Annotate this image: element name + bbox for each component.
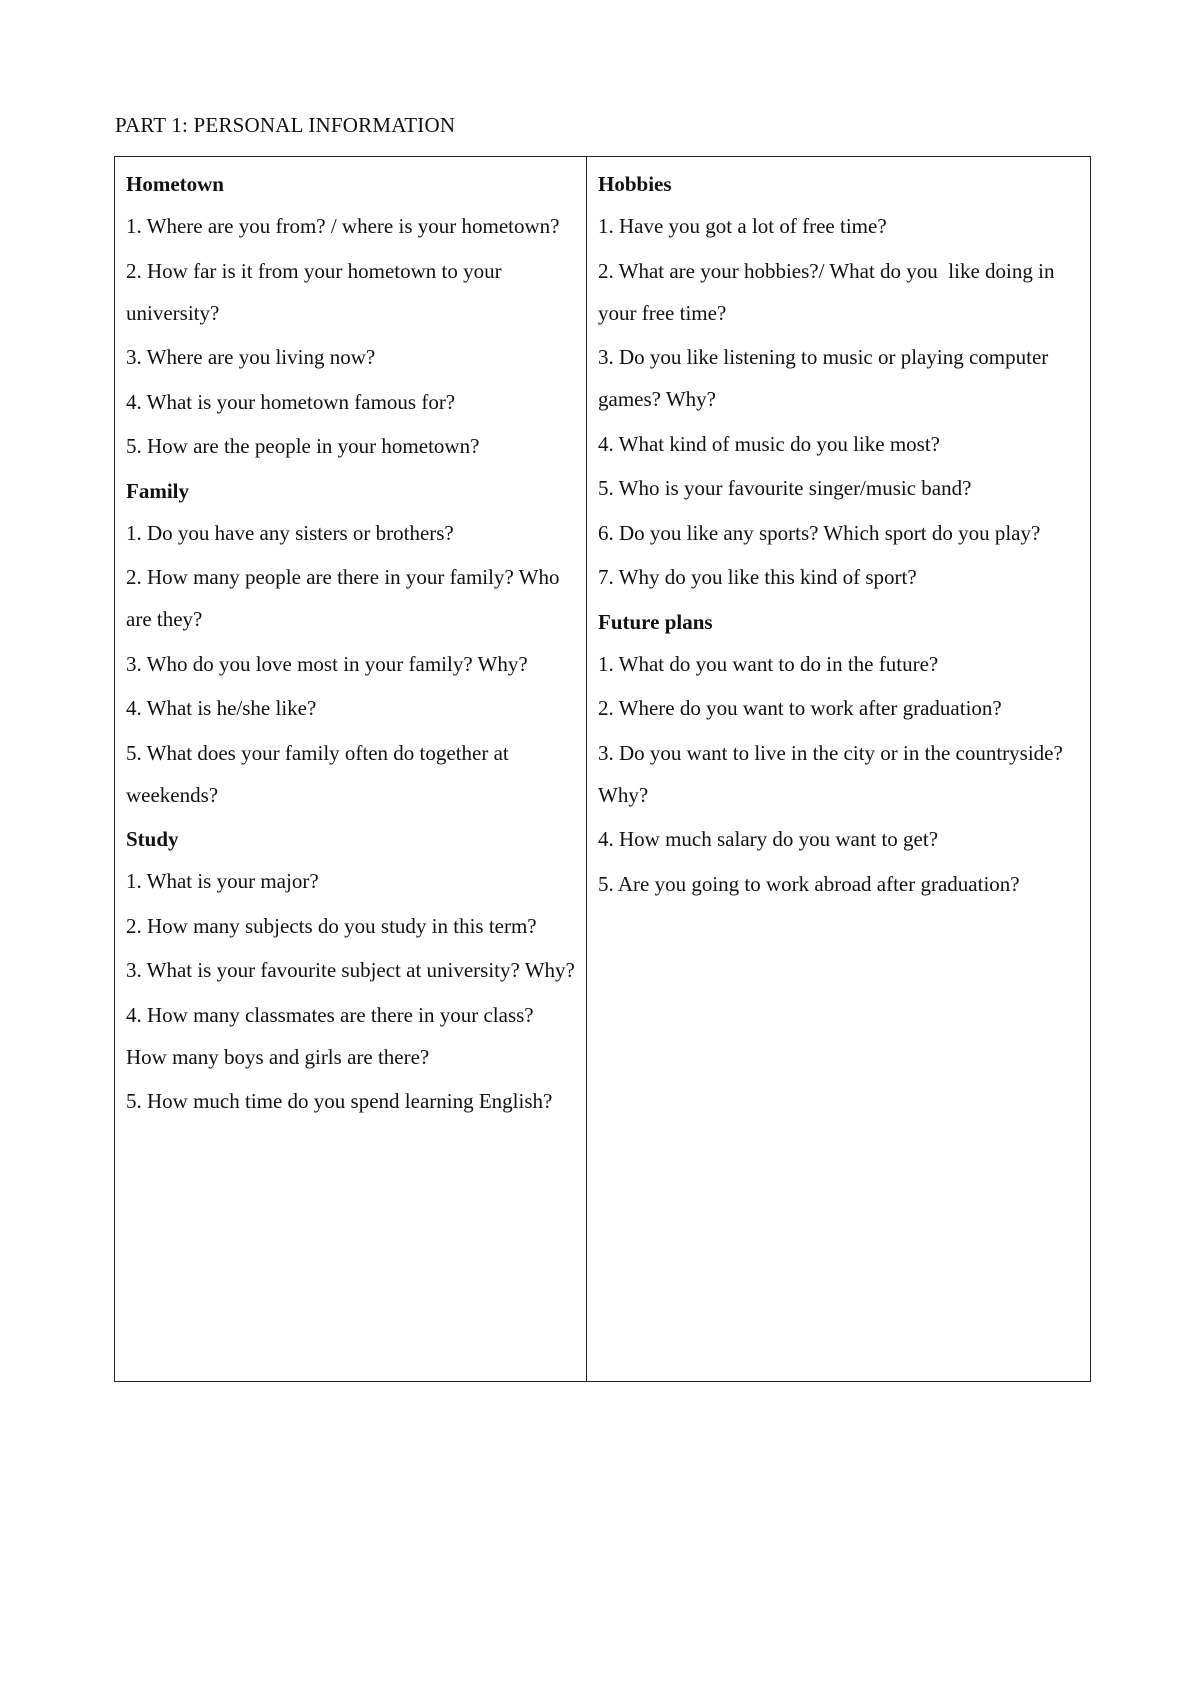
- question-list-hobbies: [598, 205, 1080, 598]
- page-heading: PART 1: PERSONAL INFORMATION: [115, 113, 456, 137]
- question-item: 1. Have you got a lot of free time?: [598, 214, 887, 238]
- questions-table: [114, 156, 1091, 1382]
- section-title-hometown: Hometown: [126, 172, 224, 196]
- question-item: 6. Do you like any sports? Which sport do you play?: [598, 520, 1041, 545]
- question-item: 3. Do you like listening to music or playing computer games? Why?: [598, 345, 1054, 411]
- question-item: 3. What is your favourite subject at university? Why?: [126, 958, 575, 982]
- question-item: 4. What is he/she like?: [126, 696, 317, 720]
- question-item: 7. Why do you like this kind of sport?: [598, 565, 917, 589]
- section-hometown: [126, 163, 576, 467]
- section-title-future-plans: Future plans: [598, 609, 713, 634]
- question-item: 2. What are your hobbies?/ What do you like doing in your free time?: [598, 258, 1060, 325]
- question-item: 5. How are the people in your hometown?: [126, 434, 480, 458]
- question-item: 4. What kind of music do you like most?: [598, 431, 940, 456]
- question-item: 3. Do you want to live in the city or in the countryside? Why?: [598, 740, 1068, 807]
- section-title-family: Family: [126, 478, 189, 503]
- question-list-hometown: [126, 205, 576, 467]
- section-family: [126, 470, 576, 816]
- section-future-plans: [598, 601, 1080, 905]
- question-list-family: [126, 512, 576, 816]
- question-item: 2. How many people are there in your family? Who are they?: [126, 565, 565, 631]
- question-item: 5. Are you going to work abroad after graduation?: [598, 871, 1020, 896]
- question-item: 4. What is your hometown famous for?: [126, 389, 456, 414]
- section-hobbies: [598, 163, 1080, 598]
- right-column-cell: [587, 157, 1091, 1382]
- question-item: 3. Where are you living now?: [126, 345, 376, 369]
- left-column-cell: [115, 157, 587, 1382]
- question-item: 1. Where are you from? / where is your hometown?: [126, 214, 560, 238]
- question-item: 5. How much time do you spend learning English?: [126, 1089, 553, 1113]
- question-item: 4. How much salary do you want to get?: [598, 827, 939, 851]
- question-item: 5. What does your family often do together at weekends?: [126, 740, 515, 807]
- question-item: 3. Who do you love most in your family? Why?: [126, 651, 528, 676]
- question-item: 2. How far is it from your hometown to your university?: [126, 258, 507, 325]
- question-item: 4. How many classmates are there in your class? How many boys and girls are there?: [126, 1002, 560, 1069]
- section-title-study: Study: [126, 827, 179, 851]
- section-title-hobbies: Hobbies: [598, 172, 672, 196]
- question-item: 5. Who is your favourite singer/music band?: [598, 476, 972, 500]
- question-item: 2. How many subjects do you study in this term?: [126, 913, 537, 938]
- question-list-study: [126, 860, 576, 1122]
- table-row: [115, 157, 1091, 1382]
- question-item: 2. Where do you want to work after graduation?: [598, 696, 1002, 720]
- question-item: 1. Do you have any sisters or brothers?: [126, 520, 454, 545]
- question-item: 1. What is your major?: [126, 869, 319, 893]
- question-list-future-plans: [598, 643, 1080, 905]
- question-item: 1. What do you want to do in the future?: [598, 651, 939, 676]
- section-study: [126, 818, 576, 1122]
